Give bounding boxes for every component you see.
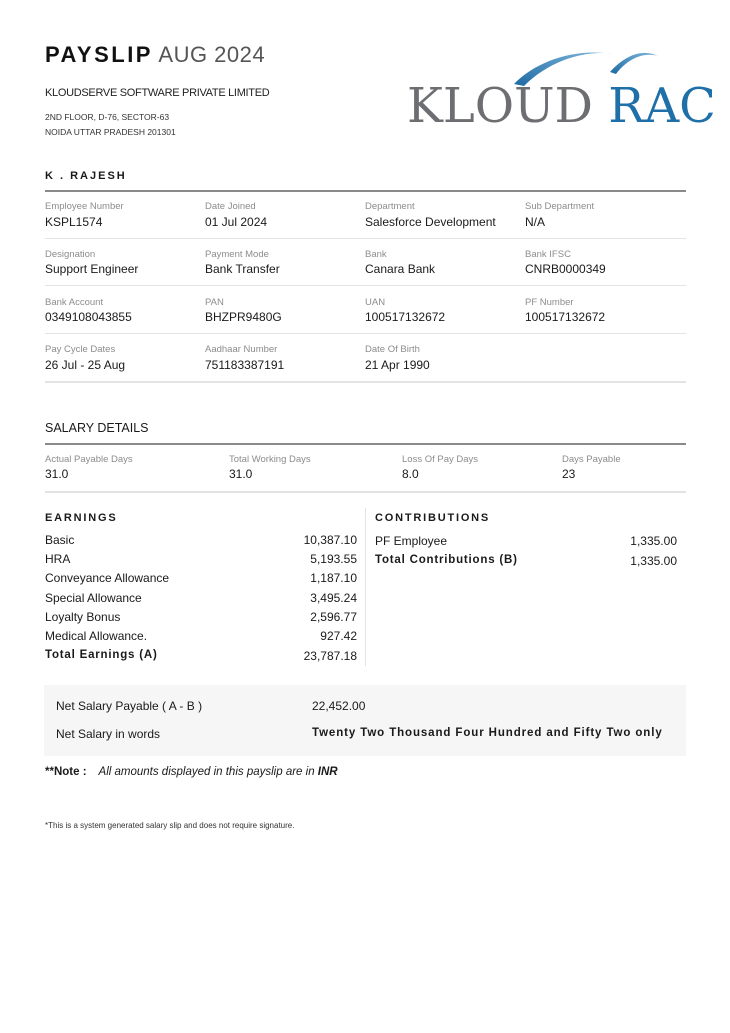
pan: BHZPR9480G	[205, 310, 282, 324]
date-joined: 01 Jul 2024	[205, 215, 268, 229]
note-label: **Note :	[45, 766, 87, 778]
earning-label: Basic	[45, 533, 75, 547]
field-label: Actual Payable Days	[45, 454, 133, 465]
divider	[45, 381, 686, 383]
divider	[45, 491, 686, 493]
net-salary-words-label: Net Salary in words	[56, 727, 161, 741]
earning-amount: 3,495.24	[310, 591, 357, 605]
company-logo	[402, 42, 716, 137]
contribution-amount: 1,335.00	[630, 534, 677, 548]
field-label: Loss Of Pay Days	[402, 454, 479, 465]
net-salary-box	[44, 685, 686, 756]
field-label: Bank	[365, 249, 387, 260]
divider	[45, 190, 686, 192]
earning-label: Conveyance Allowance	[45, 571, 170, 585]
employee-number: KSPL1574	[45, 215, 103, 229]
payslip-label: PAYSLIP	[45, 42, 153, 67]
logo-text-rac: RAC	[608, 78, 716, 134]
field-label: Total Working Days	[229, 454, 311, 465]
earning-amount: 2,596.77	[310, 610, 357, 624]
field-label: Sub Department	[525, 201, 595, 212]
earning-amount: 10,387.10	[303, 533, 357, 547]
field-label: Aadhaar Number	[205, 344, 278, 355]
actual-payable-days: 31.0	[45, 467, 69, 481]
currency-note	[45, 766, 338, 778]
divider	[45, 443, 686, 445]
logo-text-kloud: KLOUD	[407, 78, 594, 134]
column-divider	[365, 508, 366, 666]
department: Salesforce Development	[365, 215, 496, 229]
bank-ifsc: CNRB0000349	[525, 262, 606, 276]
uan: 100517132672	[365, 310, 446, 324]
field-label: Bank IFSC	[525, 249, 571, 260]
pay-period: AUG 2024	[158, 42, 266, 67]
pay-cycle-dates: 26 Jul - 25 Aug	[45, 358, 126, 372]
divider	[45, 238, 686, 239]
contribution-label: PF Employee	[375, 534, 448, 548]
aadhaar-number: 751183387191	[205, 358, 285, 372]
note-text-body: All amounts displayed in this payslip are in	[98, 766, 318, 778]
payment-mode: Bank Transfer	[205, 262, 280, 276]
net-salary-payable-label: Net Salary Payable ( A - B )	[56, 699, 203, 713]
field-label: Employee Number	[45, 201, 124, 212]
salary-details-title: SALARY DETAILS	[45, 421, 149, 435]
field-label: Payment Mode	[205, 249, 269, 260]
total-earnings-label: Total Earnings (A)	[45, 649, 158, 661]
sub-department: N/A	[525, 215, 546, 229]
earning-label: HRA	[45, 552, 71, 566]
pf-number: 100517132672	[525, 310, 606, 324]
contributions-heading: CONTRIBUTIONS	[375, 512, 491, 524]
net-salary-words-value: Twenty Two Thousand Four Hundred and Fifty Two only	[312, 727, 663, 739]
field-label: Bank Account	[45, 297, 104, 308]
field-label: Pay Cycle Dates	[45, 344, 116, 355]
disclaimer: *This is a system generated salary slip and does not require signature.	[45, 821, 295, 830]
earning-amount: 1,187.10	[310, 571, 357, 585]
employee-name: K . RAJESH	[45, 170, 127, 182]
logo-wordmark	[407, 78, 716, 134]
bank-account: 0349108043855	[45, 310, 132, 324]
field-label: PAN	[205, 297, 224, 308]
field-label: Days Payable	[562, 454, 621, 465]
field-label: Date Joined	[205, 201, 256, 212]
total-contributions-amount: 1,335.00	[630, 554, 677, 568]
field-label: PF Number	[525, 297, 574, 308]
field-label: Date Of Birth	[365, 344, 420, 355]
earning-label: Special Allowance	[45, 591, 142, 605]
total-working-days: 31.0	[229, 467, 253, 481]
note-currency: INR	[317, 766, 338, 778]
field-label: Department	[365, 201, 415, 212]
loss-of-pay-days: 8.0	[402, 467, 419, 481]
earning-label: Loyalty Bonus	[45, 610, 121, 624]
designation: Support Engineer	[45, 262, 139, 276]
company-address-line2: NOIDA UTTAR PRADESH 201301	[45, 127, 176, 137]
date-of-birth: 21 Apr 1990	[365, 358, 430, 372]
field-label: Designation	[45, 249, 96, 260]
earnings-heading: EARNINGS	[45, 512, 118, 524]
field-label: UAN	[365, 297, 386, 308]
company-name: KLOUDSERVE SOFTWARE PRIVATE LIMITED	[45, 87, 270, 99]
net-salary-payable-value: 22,452.00	[312, 699, 366, 713]
earning-label: Medical Allowance.	[45, 629, 148, 643]
company-address-line1: 2ND FLOOR, D-76, SECTOR-63	[45, 112, 170, 122]
payslip-title	[45, 42, 265, 68]
divider	[45, 333, 686, 334]
divider	[45, 285, 686, 286]
earning-amount: 5,193.55	[310, 552, 357, 566]
note-text	[99, 766, 338, 778]
total-contributions-label: Total Contributions (B)	[375, 554, 518, 566]
earning-amount: 927.42	[320, 629, 357, 643]
total-earnings-amount: 23,787.18	[303, 649, 357, 663]
bank: Canara Bank	[365, 262, 436, 276]
days-payable: 23	[562, 467, 576, 481]
